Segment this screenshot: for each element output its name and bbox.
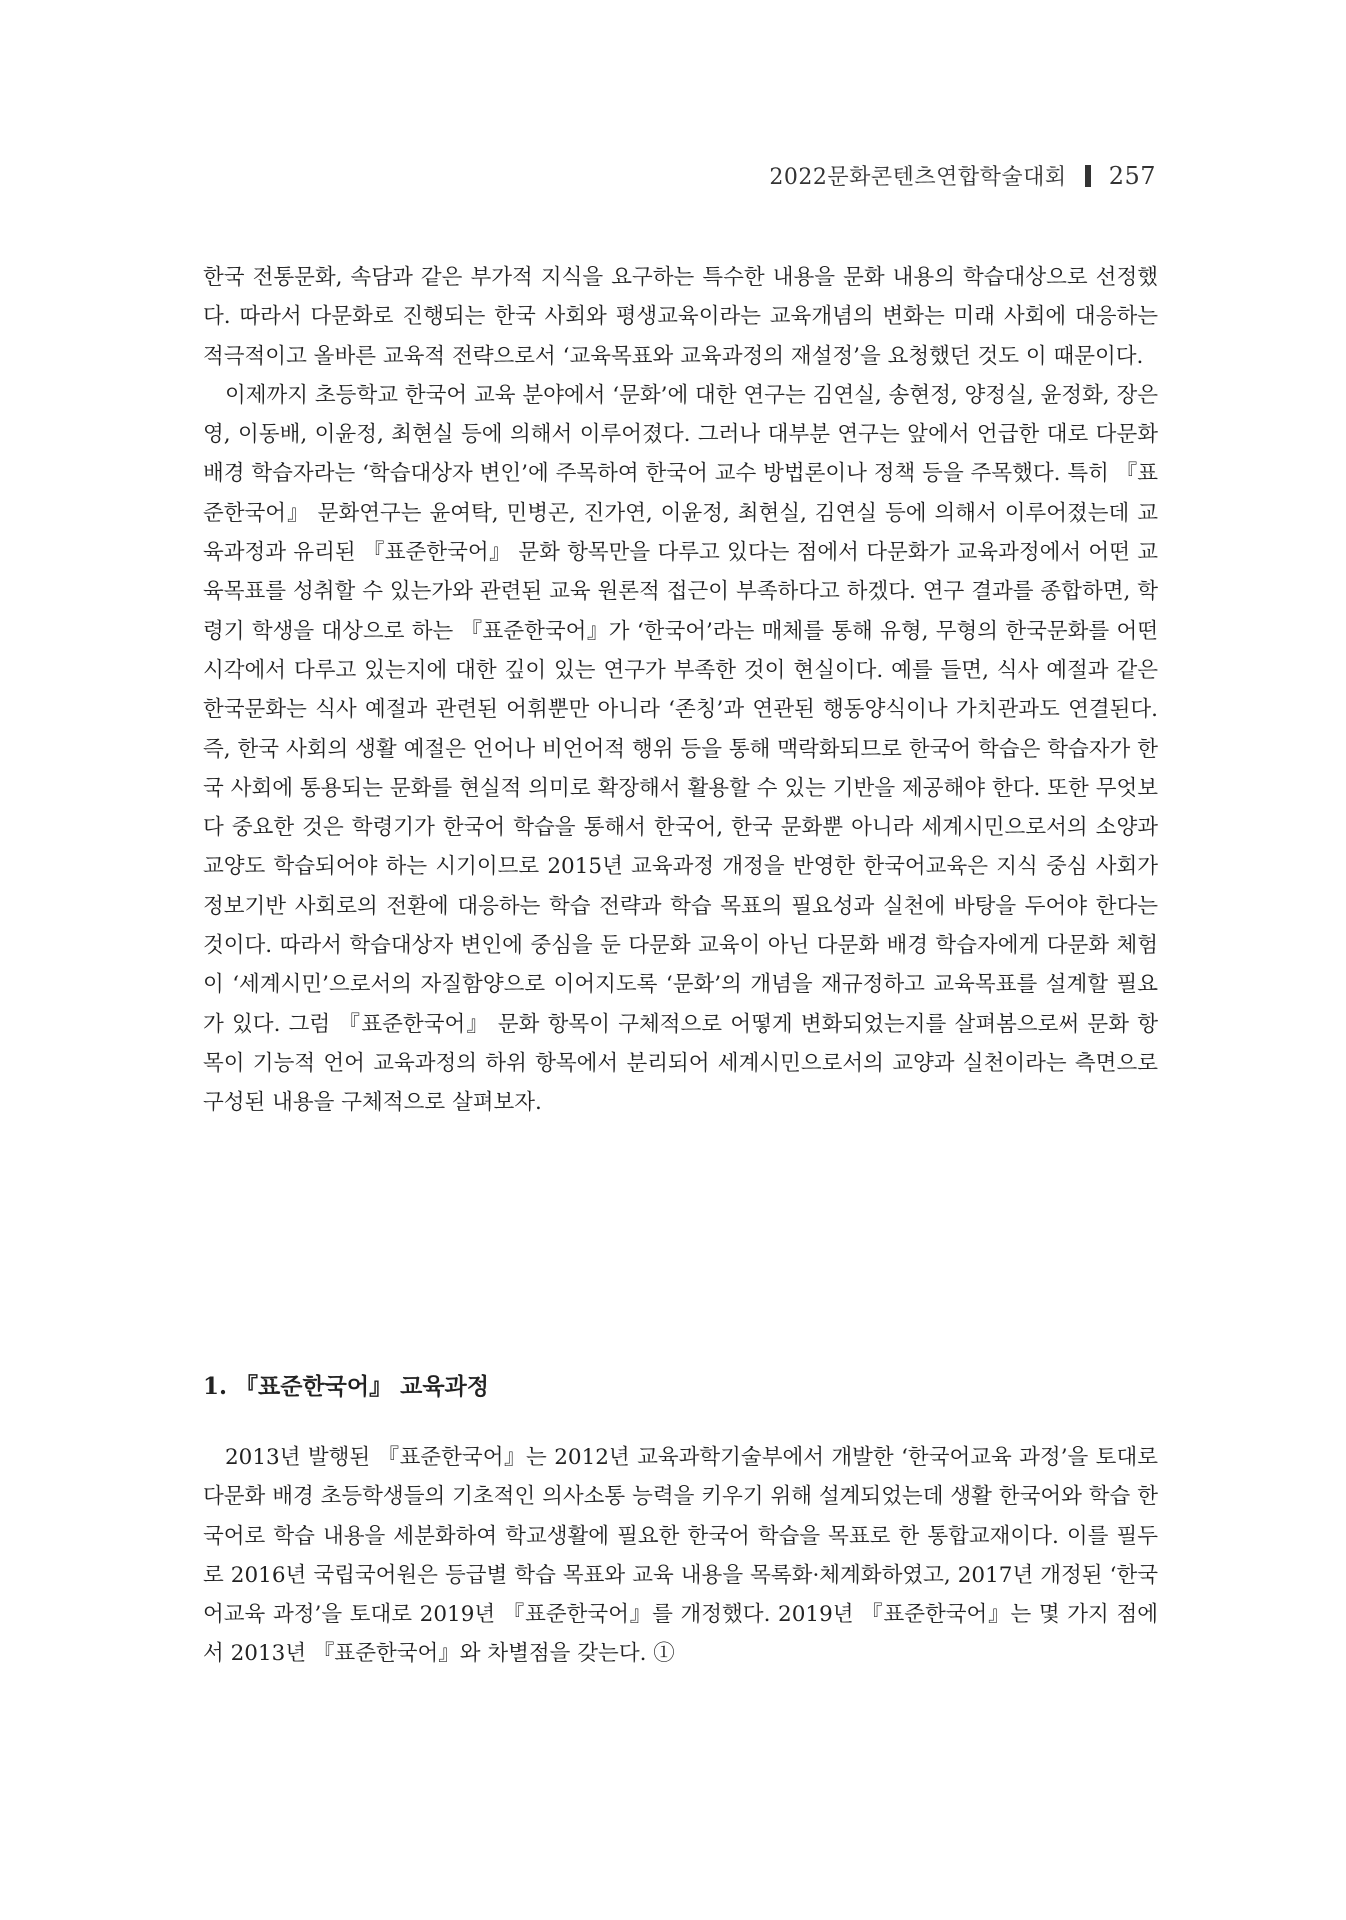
section-body-text — [203, 1438, 1158, 1674]
running-title: 2022문화콘텐츠연합학술대회 — [769, 165, 1067, 190]
section-heading: 1. 『표준한국어』 교육과정 — [203, 1373, 489, 1400]
section-paragraph: 2013년 발행된 『표준한국어』는 2012년 교육과학기술부에서 개발한 ‘한국어교육 과정’을 토대로 다문화 배경 초등학생들의 기초적인 의사소통 능력을 키우기 위해 설계되었는데 생활 한국어와 학습 한국어로 학습 내용을 세분화하여 학교생활에 필요한 한국어 학습을 목표로 한 통합교재이다. 이를 필두로 2016년 국립국어원은 등급별 학습 목표와 교육 내용을 목록화·체계화하였고, 2017년 개정된 ‘한국어교육 과정’을 토대로 2019년 『표준한국어』를 개정했다. 2019년 『표준한국어』는 몇 가지 점에서 2013년 『표준한국어』와 차별점을 갖는다. ① — [203, 1445, 1158, 1667]
running-header — [769, 160, 1156, 191]
page-number: 257 — [1108, 161, 1156, 190]
paragraph-1: 한국 전통문화, 속담과 같은 부가적 지식을 요구하는 특수한 내용을 문화 내용의 학습대상으로 선정했다. 따라서 다문화로 진행되는 한국 사회와 평생교육이라는 교육개념의 변화는 미래 사회에 대응하는 적극적이고 올바른 교육적 전략으로서 ‘교육목표와 교육과정의 재설정’을 요청했던 것도 이 때문이다. — [203, 265, 1158, 369]
header-separator-bar — [1085, 165, 1091, 187]
body-text — [203, 258, 1158, 1123]
paragraph-2: 이제까지 초등학교 한국어 교육 분야에서 ‘문화’에 대한 연구는 김연실, 송현정, 양정실, 윤정화, 장은영, 이동배, 이윤정, 최현실 등에 의해서 이루어졌다. 그러나 대부분 연구는 앞에서 언급한 대로 다문화 배경 학습자라는 ‘학습대상자 변인’에 주목하여 한국어 교수 방법론이나 정책 등을 주목했다. 특히 『표준한국어』 문화연구는 윤여탁, 민병곤, 진가연, 이윤정, 최현실, 김연실 등에 의해서 이루어졌는데 교육과정과 유리된 『표준한국어』 문화 항목만을 다루고 있다는 점에서 다문화가 교육과정에서 어떤 교육목표를 성취할 수 있는가와 관련된 교육 원론적 접근이 부족하다고 하겠다. 연구 결과를 종합하면, 학령기 학생을 대상으로 하는 『표준한국어』가 ‘한국어’라는 매체를 통해 유형, 무형의 한국문화를 어떤 시각에서 다루고 있는지에 대한 깊이 있는 연구가 부족한 것이 현실이다. 예를 들면, 식사 예절과 같은 한국문화는 식사 예절과 관련된 어휘뿐만 아니라 ‘존칭’과 연관된 행동양식이나 가치관과도 연결된다. 즉, 한국 사회의 생활 예절은 언어나 비언어적 행위 등을 통해 맥락화되므로 한국어 학습은 학습자가 한국 사회에 통용되는 문화를 현실적 의미로 확장해서 활용할 수 있는 기반을 제공해야 한다. 또한 무엇보다 중요한 것은 학령기가 한국어 학습을 통해서 한국어, 한국 문화뿐 아니라 세계시민으로서의 소양과 교양도 학습되어야 하는 시기이므로 2015년 교육과정 개정을 반영한 한국어교육은 지식 중심 사회가 정보기반 사회로의 전환에 대응하는 학습 전략과 학습 목표의 필요성과 실천에 바탕을 두어야 한다는 것이다. 따라서 학습대상자 변인에 중심을 둔 다문화 교육이 아닌 다문화 배경 학습자에게 다문화 체험이 ‘세계시민’으로서의 자질함양으로 이어지도록 ‘문화’의 개념을 재규정하고 교육목표를 설계할 필요가 있다. 그럼 『표준한국어』 문화 항목이 구체적으로 어떻게 변화되었는지를 살펴봄으로써 문화 항목이 기능적 언어 교육과정의 하위 항목에서 분리되어 세계시민으로서의 교양과 실천이라는 측면으로 구성된 내용을 구체적으로 살펴보자. — [203, 382, 1159, 1116]
